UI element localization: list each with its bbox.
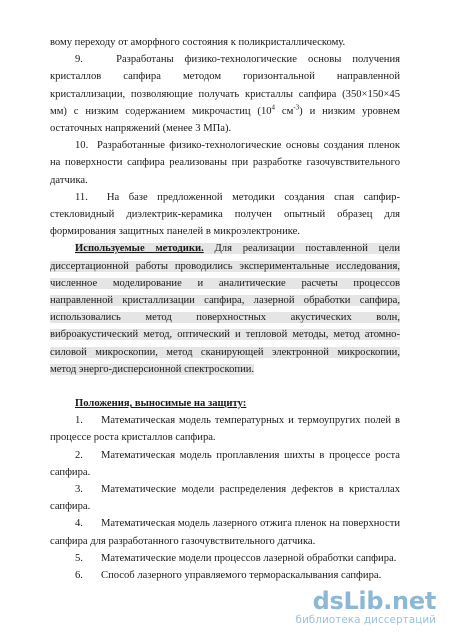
defense-list bbox=[50, 412, 400, 584]
defense-heading: Положения, выносимые на защиту: bbox=[75, 398, 247, 410]
paragraph-item-10: 10. Разработанные физико-технологические основы создания пленок на поверхности сапфира реализованы при разработке газочувствительного датчика. bbox=[50, 140, 400, 186]
watermark-logo[interactable]: dsLib.net bbox=[312, 587, 436, 615]
paragraph-methods bbox=[50, 240, 400, 378]
list-item: 3. Математические модели распределения дефектов в кристаллах сапфира. bbox=[50, 484, 400, 513]
list-item: 1. Математическая модель температурных и термоупругих полей в процессе роста кристаллов сапфира. bbox=[50, 415, 400, 444]
spacer bbox=[50, 378, 400, 395]
list-item: 5. Математические модели процессов лазерной обработки сапфира. bbox=[75, 552, 397, 564]
paragraph-item-11: 11. На базе предложенной методики создания спая сапфир-стекловидный диэлектрик-керамика получен опытный образец для формирования защитных панелей в микроэлектронике. bbox=[50, 191, 400, 238]
watermark-tagline: библиотека диссертаций bbox=[295, 614, 436, 626]
methods-text: Для реализации поставленной цели диссертационной работы проводились экспериментальные исследования, численное моделирование и аналитические расчеты процессов направленной кристаллизации сапфира, лазерной обработки сапфира, использовались метод поверхностных акустических волн, виброакустический метод, оптический и тепловой методы, метод атомно-силовой микроскопии, метод сканирующей электронной микроскопии, метод энерго-дисперсионной спектроскопии. bbox=[50, 243, 400, 375]
list-item: 4. Математическая модель лазерного отжига пленок на поверхности сапфира для разработанного газочувствительного датчика. bbox=[50, 518, 400, 547]
paragraph-item-9: 9. Разработаны физико-технологические основы получения кристаллов сапфира методом горизонтальной направленной кристаллизации, позволяющие получать кристаллы сапфира (350×150×45 мм) с низким содержанием микрочастиц ($10^4$ $см^{-3}$) и низким уровнем остаточных напряжений (менее 3 МПа). bbox=[50, 54, 400, 135]
methods-label: Используемые методики. bbox=[75, 243, 204, 255]
watermark[interactable] bbox=[295, 588, 436, 627]
list-item: 6. Способ лазерного управляемого термораскалывания сапфира. bbox=[75, 570, 382, 582]
paragraph-continuation: вому переходу от аморфного состояния к поликристаллическому. bbox=[50, 37, 346, 48]
list-item: 2. Математическая модель проплавления шихты в процессе роста сапфира. bbox=[50, 449, 400, 478]
document-page bbox=[50, 34, 400, 584]
